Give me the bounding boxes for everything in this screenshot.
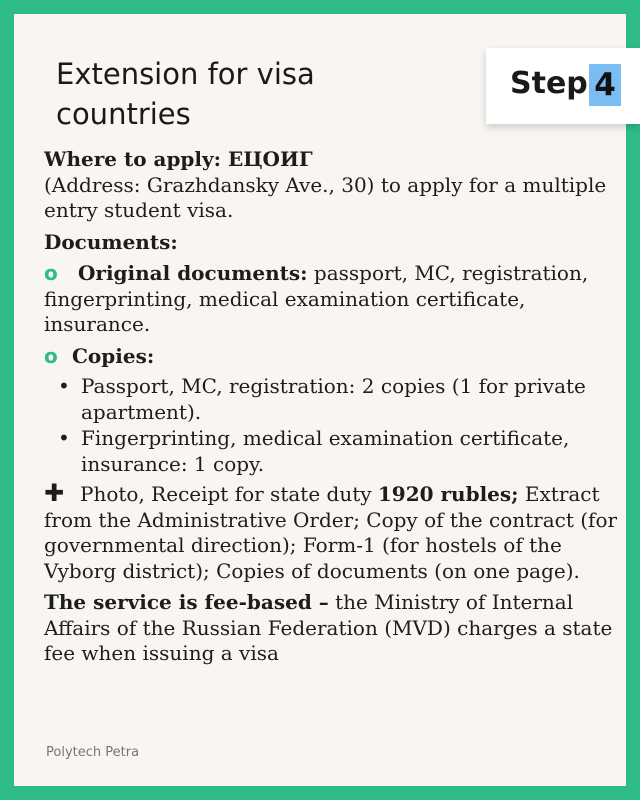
copies-item-text: Fingerprinting, medical examination certificate, insurance: 1 copy. [81,426,570,476]
bullet-dot-icon: • [58,374,70,398]
copies-item-text: Passport, MC, registration: 2 copies (1 for private apartment). [81,374,586,424]
circle-bullet-icon: o [44,343,58,368]
original-documents [44,261,619,338]
list-item [44,374,619,425]
copies-label: Copies: [72,343,155,368]
where-label: Where to apply: ЕЦОИГ [44,147,313,171]
copies-list [44,374,619,477]
extra-text-before: Photo, Receipt for state duty [80,482,378,506]
content-body [44,147,619,667]
fee-text: the Ministry of Internal Affairs of the Russian Federation (MVD) charges a state fee when issuing a visa [44,590,613,665]
step-badge [486,48,640,124]
page-title: Extension for visa countries [56,57,315,131]
step-label: Step [510,66,588,101]
fee-label: The service is fee-based – [44,590,329,614]
where-to-apply [44,147,619,224]
extra-text-after: Extract from the Administrative Order; Copy of the contract (for governmental direction); Form-1 (for hostels of the Vyborg district); Copies of documents (on one page). [44,482,618,583]
duty-amount: 1920 rubles; [377,482,519,506]
original-label: Original documents: [78,261,308,285]
original-text: passport, MC, registration, fingerprinting, medical examination certificate, insurance. [44,261,589,336]
list-item [44,426,619,477]
documents-heading: Documents: [44,229,178,254]
where-address: (Address: Grazhdansky Ave., 30) to apply for a multiple entry student visa. [44,172,607,222]
step-number: 4 [589,64,621,106]
copies-heading [44,344,619,370]
plus-icon: ✚ [44,479,65,507]
circle-bullet-icon: o [44,261,58,285]
info-card [14,14,626,786]
bullet-dot-icon: • [58,426,70,450]
extra-documents [44,481,619,584]
brand-footer: Polytech Petra [46,745,140,760]
fee-note [44,590,619,667]
